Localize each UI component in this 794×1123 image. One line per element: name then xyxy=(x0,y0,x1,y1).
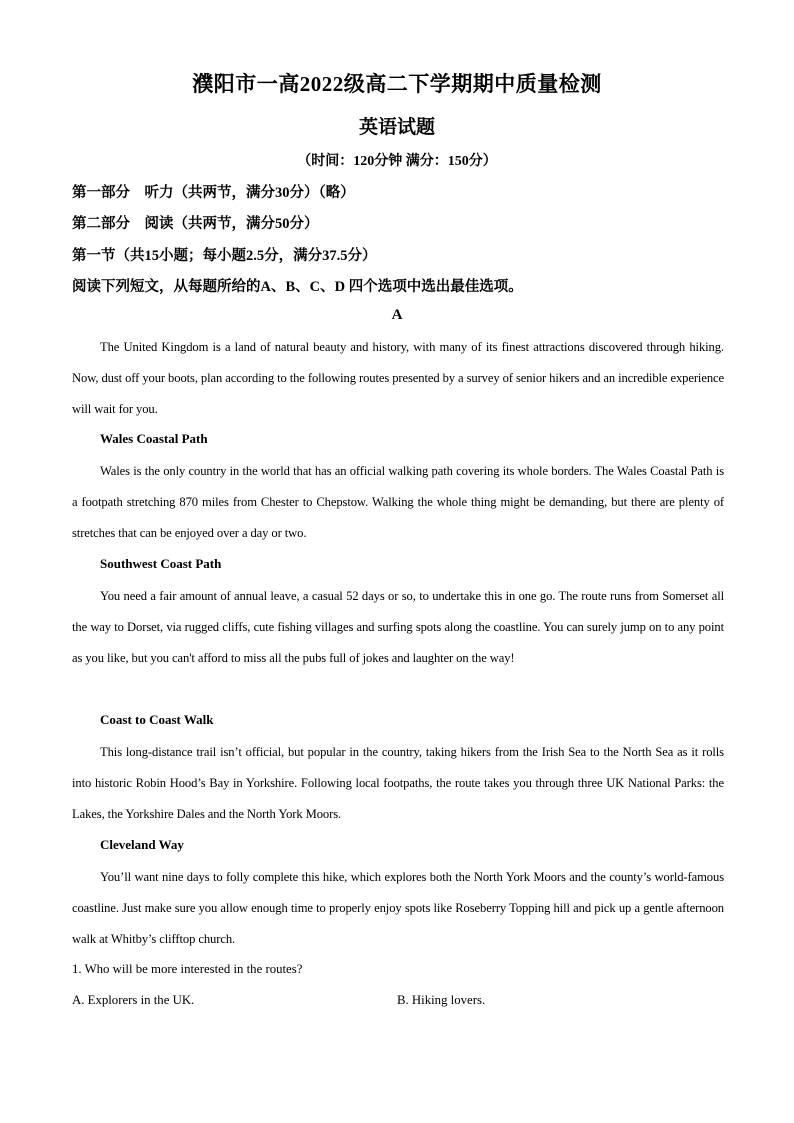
part-one-heading: 第一部分 听力（共两节，满分30分）（略） xyxy=(72,185,355,201)
route-heading-coast-to-coast: Coast to Coast Walk xyxy=(100,712,214,727)
reading-instruction: 阅读下列短文，从每题所给的A、B、C、D 四个选项中选出最佳选项。 xyxy=(72,279,523,295)
route-text-coast-to-coast: This long-distance trail isn’t official, but popular in the country, taking hikers from the Irish Sea to the North Sea as it rolls into historic Robin Hood’s Bay in Yorkshire. Following local footpaths, the route takes you through three UK National Parks: the Lakes, the Yorkshire Dales and the North York Moors. xyxy=(72,745,724,822)
question-1-option-b: B. Hiking lovers. xyxy=(397,993,486,1007)
exam-subject: 英语试题 xyxy=(358,117,435,138)
passage-label: A xyxy=(391,307,403,323)
question-1-option-a: A. Explorers in the UK. xyxy=(72,993,195,1007)
route-heading-wales: Wales Coastal Path xyxy=(100,431,208,446)
section-one-heading: 第一节（共15小题；每小题2.5分，满分37.5分） xyxy=(72,248,377,264)
part-two-heading: 第二部分 阅读（共两节，满分50分） xyxy=(72,216,319,232)
exam-time-info: （时间：120分钟 满分：150分） xyxy=(297,154,497,169)
exam-title: 濮阳市一高2022级高二下学期期中质量检测 xyxy=(192,72,602,96)
question-1-stem: 1. Who will be more interested in the routes? xyxy=(72,962,303,976)
route-text-southwest: You need a fair amount of annual leave, a casual 52 days or so, to undertake this in one go. The route runs from Somerset all the way to Dorset, via rugged cliffs, cute fishing villages and surfing spots along the coastline. You can surely jump on to any point as you like, but you can't afford to miss all the pubs full of jokes and laughter on the way! xyxy=(72,589,724,666)
passage-intro: The United Kingdom is a land of natural beauty and history, with many of its finest attractions discovered through hiking. Now, dust off your boots, plan according to the following routes presented by a survey of senior hikers and an incredible experience will wait for you. xyxy=(72,340,724,417)
route-text-wales: Wales is the only country in the world that has an official walking path covering its whole borders. The Wales Coastal Path is a footpath stretching 870 miles from Chester to Chepstow. Walking the whole thing might be demanding, but there are plenty of stretches that can be enjoyed over a day or two. xyxy=(72,464,724,541)
route-heading-cleveland: Cleveland Way xyxy=(100,837,184,852)
route-text-cleveland: You’ll want nine days to folly complete this hike, which explores both the North York Moors and the county’s world-famous coastline. Just make sure you allow enough time to properly enjoy spots like Roseberry Topping hill and pick up a gentle afternoon walk at Whitby’s clifftop church. xyxy=(72,870,724,947)
route-heading-southwest: Southwest Coast Path xyxy=(100,556,222,571)
